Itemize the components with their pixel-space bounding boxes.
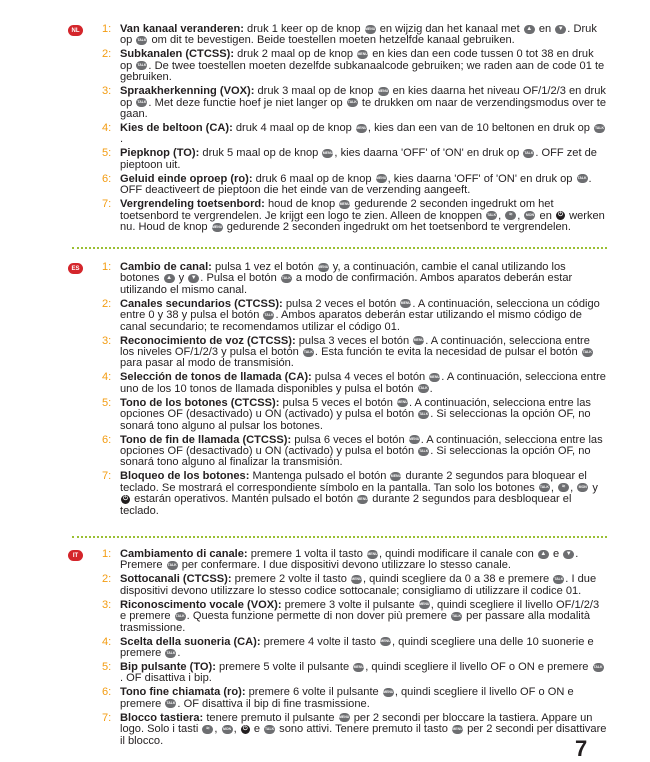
instruction-item — [72, 299, 607, 333]
talk-button-icon: TALK — [165, 649, 176, 658]
menu-button-icon: MENU — [419, 600, 430, 609]
menu-button-icon: MENU — [367, 550, 378, 559]
talk-button-icon: TALK — [165, 699, 176, 708]
talk-button-icon: TALK — [347, 98, 358, 107]
instruction-text: pulsa 5 veces el botón — [279, 396, 396, 409]
talk-button-icon: TALK — [264, 725, 275, 734]
menu-button-icon: MENU — [380, 637, 391, 646]
instruction-item — [72, 398, 607, 432]
talk-button-icon: TALK — [418, 447, 429, 456]
step-number: 4: — [102, 122, 112, 135]
menu-button-icon: MENU — [409, 435, 420, 444]
talk-button-icon: TALK — [523, 149, 534, 158]
section-es — [72, 262, 607, 520]
instruction-text: . Pulsa el botón — [200, 272, 280, 285]
dotted-separator — [72, 536, 607, 538]
menu-button-icon: MENU — [318, 263, 329, 272]
step-number: 2: — [102, 297, 112, 310]
step-number: 7: — [102, 470, 112, 483]
menu-button-icon: MENU — [357, 50, 368, 59]
instruction-text: . — [177, 647, 181, 660]
talk-button-icon: TALK — [577, 174, 588, 183]
instruction-text: premere 5 volte il pulsante — [215, 661, 353, 674]
talk-button-icon: TALK — [281, 274, 292, 283]
instruction-text: , kies daarna 'OFF' of 'ON' en druk op — [334, 147, 523, 160]
instruction-item — [72, 435, 607, 469]
instruction-item — [72, 687, 607, 710]
instruction-item — [72, 262, 607, 296]
step-number: 3: — [102, 334, 112, 347]
instruction-text: per passare alla modalità trasmissione. — [120, 610, 591, 634]
instruction-text: . Esta función te evita la necesidad de pulsar el botón — [314, 346, 581, 359]
menu-button-icon: MENU — [339, 713, 350, 722]
instruction-text: en kies dan een code tussen 0 tot 38 en druk op — [120, 48, 594, 72]
instruction-text: y — [175, 272, 188, 285]
instruction-text: pulsa 4 veces el botón — [311, 371, 429, 384]
menu-button-icon: MENU — [353, 663, 364, 672]
instruction-text: . De twee toestellen moeten dezelfde subkanaalcode gebruiken; we raden aan de code 01 te gebruiken. — [120, 59, 605, 84]
instruction-title: Riconoscimento vocale (VOX): — [120, 598, 282, 611]
step-number: 5: — [102, 661, 112, 674]
instruction-text: . I due dispositivi devono utilizzare lo stesso codice sottocanale; consigliamo di utilizzare il codice 01. — [120, 573, 597, 597]
instruction-text: pulsa 2 veces el botón — [282, 297, 400, 310]
step-number: 5: — [102, 396, 112, 409]
instruction-text: , — [498, 209, 505, 222]
talk-button-icon: TALK — [418, 410, 429, 419]
talk-button-icon: TALK — [539, 483, 550, 492]
step-number: 6: — [102, 686, 112, 699]
power-button-icon: ⏻ — [556, 211, 565, 220]
instruction-item — [72, 148, 607, 171]
instruction-text: premere 6 volte il pulsante — [245, 686, 382, 699]
language-badge-es: ES — [68, 263, 83, 274]
instruction-text: premere 2 volte il tasto — [231, 573, 350, 586]
instruction-title: Tono de fin de llamada (CTCSS): — [120, 433, 292, 446]
instruction-item — [72, 123, 607, 146]
talk-button-icon: TALK — [263, 311, 274, 320]
talk-button-icon: TALK — [136, 61, 147, 70]
instruction-item — [72, 49, 607, 83]
menu-button-icon: MENU — [365, 25, 376, 34]
instruction-text: . Ambos aparatos deberán estar utilizando el mismo código de canal secundario; te recomendamos utilizar el código 01. — [120, 309, 582, 333]
instruction-text: Mantenga pulsado el botón — [249, 470, 390, 483]
step-number: 3: — [102, 598, 112, 611]
instruction-text: . A continuación, selecciona entre los niveles OF/1/2/3 y pulsa el botón — [120, 334, 590, 359]
instruction-text: e — [549, 548, 563, 560]
instruction-list — [72, 262, 607, 517]
instruction-title: Geluid einde oproep (ro): — [120, 172, 253, 185]
scan-button-icon: ≈ — [202, 725, 213, 734]
menu-button-icon: MENU — [376, 174, 387, 183]
instruction-text: druk 4 maal op de knop — [232, 122, 355, 135]
talk-button-icon: TALK — [167, 561, 178, 570]
up-arrow-button-icon: ▲ — [538, 550, 549, 559]
instruction-text: sono attivi. Tenere premuto il tasto — [276, 723, 452, 736]
instruction-text: premere 1 volta il tasto — [247, 548, 367, 560]
down-arrow-button-icon: ▼ — [563, 550, 574, 559]
instruction-item — [72, 471, 607, 517]
menu-button-icon: MENU — [400, 299, 411, 308]
talk-button-icon: TALK — [303, 348, 314, 357]
instruction-text: , quindi scegliere il livello OF o ON e premere — [365, 661, 592, 674]
instruction-text: , kies daarna 'OFF' of 'ON' en druk op — [387, 172, 576, 185]
step-number: 1: — [102, 548, 112, 560]
down-arrow-button-icon: ▼ — [555, 25, 566, 34]
instruction-text: . Premere — [120, 548, 579, 572]
instruction-text: . Questa funzione permette di non dover più premere — [186, 610, 450, 623]
instruction-item — [72, 713, 607, 747]
step-number: 2: — [102, 48, 112, 61]
instruction-text: per 2 secondi per bloccare la tastiera. Appare un logo. Solo i tasti — [120, 711, 593, 736]
instruction-text: , quindi scegliere il livello OF/1/2/3 e premere — [120, 598, 600, 623]
step-number: 1: — [102, 261, 112, 273]
talk-button-icon: TALK — [594, 124, 605, 133]
instruction-text: premere 3 volte il pulsante — [281, 598, 418, 611]
talk-button-icon: TALK — [486, 211, 497, 220]
step-number: 7: — [102, 711, 112, 724]
instruction-text: , quindi scegliere il livello OF o ON e premere — [120, 686, 574, 710]
instruction-text: , quindi scegliere una delle 10 suonerie e premere — [120, 635, 594, 660]
instruction-text: , — [233, 723, 240, 736]
power-button-icon: ⏻ — [241, 725, 250, 734]
section-nl — [72, 24, 607, 236]
menu-button-icon: MENU — [452, 725, 463, 734]
instruction-text: druk 2 maal op de knop — [234, 48, 357, 61]
instruction-list — [72, 549, 607, 747]
instruction-item — [72, 637, 607, 660]
instruction-text: estarán operativos. Mantén pulsado el botón — [131, 493, 357, 506]
monitor-button-icon: MON — [524, 211, 535, 220]
menu-button-icon: MENU — [339, 200, 350, 209]
instruction-title: Cambio de canal: — [120, 261, 212, 273]
talk-button-icon: TALK — [136, 98, 147, 107]
instruction-title: Piepknop (TO): — [120, 147, 200, 160]
step-number: 6: — [102, 172, 112, 185]
instruction-item — [72, 336, 607, 370]
instruction-text: . Met deze functie hoef je niet langer op — [148, 96, 346, 109]
instruction-item — [72, 24, 607, 47]
scan-button-icon: ≈ — [558, 483, 569, 492]
menu-button-icon: MENU — [429, 373, 440, 382]
instruction-text: a modo de confirmación. Ambos aparatos deberán estar utilizando el mismo canal. — [120, 272, 573, 296]
language-badge-it: IT — [68, 550, 83, 561]
down-arrow-button-icon: ▼ — [188, 274, 199, 283]
instruction-title: Spraakherkenning (VOX): — [120, 85, 255, 98]
instruction-text: . OFF deactiveert de pieptoon die het einde van de verzending aangeeft. — [120, 172, 592, 197]
instruction-text: durante 2 segundos para bloquear el teclado. Se mostrará el correspondiente símbolo en la pantalla. Tan solo los botones — [120, 470, 587, 494]
instruction-text: en wijzig dan het kanaal met — [376, 23, 523, 35]
talk-button-icon: TALK — [582, 348, 593, 357]
instruction-text: . OF disattiva i bip. — [120, 672, 212, 685]
instruction-text: , kies dan een van de 10 beltonen en druk op — [367, 122, 594, 135]
menu-button-icon: MENU — [357, 495, 368, 504]
instruction-text: gedurende 2 seconden ingedrukt om het toetsenbord te vergrendelen. — [223, 221, 571, 234]
instruction-title: Bloqueo de los botones: — [120, 470, 250, 483]
instruction-text: pulsa 1 vez el botón — [211, 261, 317, 273]
talk-button-icon: TALK — [451, 612, 462, 621]
instruction-text: . OF disattiva il bip di fine trasmissione. — [177, 697, 370, 710]
up-arrow-button-icon: ▲ — [524, 25, 535, 34]
instruction-text: en kies daarna het niveau OF/1/2/3 en druk op — [120, 85, 606, 109]
instruction-item — [72, 199, 607, 233]
instruction-text: . A continuación, selecciona un código entre 0 y 38 y pulsa el botón — [120, 297, 600, 322]
instruction-title: Bip pulsante (TO): — [120, 661, 216, 674]
instruction-title: Tono de los botones (CTCSS): — [120, 396, 280, 409]
instruction-text: premere 4 volte il tasto — [260, 635, 379, 648]
talk-button-icon: TALK — [175, 612, 186, 621]
instruction-text: te drukken om naar de verzendingsmodus over te gaan. — [120, 96, 607, 121]
talk-button-icon: TALK — [553, 575, 564, 584]
instruction-text: e — [250, 723, 264, 736]
instruction-title: Canales secundarios (CTCSS): — [120, 297, 283, 310]
instruction-text: . Si seleccionas la opción OF, no sonará tono alguno al finalizar la transmisión. — [120, 445, 591, 469]
instruction-text: per 2 secondi per disattivare il blocco. — [120, 723, 607, 747]
instruction-text: pulsa 6 veces el botón — [291, 433, 408, 446]
instruction-item — [72, 549, 607, 572]
instruction-text: druk 1 keer op de knop — [243, 23, 364, 35]
instruction-text: tenere premuto il pulsante — [203, 711, 338, 724]
instruction-text: en — [536, 209, 555, 222]
menu-button-icon: MENU — [378, 87, 389, 96]
instruction-item — [72, 86, 607, 120]
instruction-item — [72, 600, 607, 634]
instruction-text: gedurende 2 seconden ingedrukt om het toetsenbord te vergrendelen. Je krijgt een logo te zien. Alleen de knoppen — [120, 198, 554, 222]
instruction-text: , — [214, 723, 221, 736]
section-it — [72, 549, 607, 750]
instruction-text: om dit te bevestigen. Beide toestellen moeten hetzelfde kanaal gebruiken. — [148, 34, 515, 47]
instruction-text: druk 3 maal op de knop — [254, 85, 377, 98]
talk-button-icon: TALK — [593, 663, 604, 672]
instruction-title: Tono fine chiamata (ro): — [120, 686, 246, 699]
instruction-text: y — [589, 481, 598, 494]
instruction-text: . Si seleccionas la opción OF, no sonará tono alguno al pulsar los botones. — [120, 408, 591, 432]
language-badge-nl: NL — [68, 25, 83, 36]
instruction-title: Van kanaal veranderen: — [120, 23, 244, 35]
instruction-text: werken nu. Houd de knop — [120, 209, 605, 234]
instruction-text: . OFF zet de pieptoon uit. — [120, 147, 597, 171]
instruction-title: Reconocimiento de voz (CTCSS): — [120, 334, 296, 347]
instruction-text: . Druk op — [120, 23, 597, 47]
menu-button-icon: MENU — [356, 124, 367, 133]
menu-button-icon: MENU — [351, 575, 362, 584]
instruction-text: . — [120, 133, 124, 146]
instruction-title: Vergrendeling toetsenbord: — [120, 198, 265, 211]
instruction-text: druk 5 maal op de knop — [199, 147, 322, 160]
step-number: 1: — [102, 23, 112, 35]
menu-button-icon: MENU — [397, 398, 408, 407]
instruction-title: Blocco tastiera: — [120, 711, 204, 724]
scan-button-icon: ≈ — [505, 211, 516, 220]
instruction-text: , — [550, 481, 558, 494]
step-number: 7: — [102, 198, 112, 211]
instruction-text: y, a continuación, cambie el canal utilizando los botones — [120, 261, 566, 285]
instruction-title: Sottocanali (CTCSS): — [120, 573, 232, 586]
instruction-text: , quindi modificare il canale con — [379, 548, 537, 560]
power-button-icon: ⏻ — [121, 495, 130, 504]
page-corner-mark: 7 — [575, 736, 588, 761]
talk-button-icon: TALK — [418, 384, 429, 393]
instruction-list — [72, 24, 607, 233]
monitor-button-icon: MON — [577, 483, 588, 492]
talk-button-icon: TALK — [136, 36, 147, 45]
instruction-text: , — [517, 209, 524, 222]
instruction-text: pulsa 3 veces el botón — [295, 334, 413, 347]
step-number: 6: — [102, 433, 112, 446]
instruction-text: en — [535, 23, 555, 35]
instruction-title: Selección de tonos de llamada (CA): — [120, 371, 312, 384]
instruction-text: . A continuación, selecciona entre uno de los 10 tonos de llamada disponibles y pulsa el botón — [120, 371, 606, 395]
menu-button-icon: MENU — [390, 472, 401, 481]
instruction-text: , quindi scegliere da 0 a 38 e premere — [362, 573, 553, 586]
instruction-item — [72, 574, 607, 597]
instruction-text: per confermare. I due dispositivi devono utilizzare lo stesso canale. — [178, 559, 511, 572]
menu-button-icon: MENU — [413, 336, 424, 345]
menu-button-icon: MENU — [383, 688, 394, 697]
instruction-text: , — [570, 481, 577, 494]
instruction-text: para pasar al modo de transmisión. — [120, 357, 294, 370]
instruction-text: houd de knop — [264, 198, 339, 211]
step-number: 4: — [102, 371, 112, 384]
up-arrow-button-icon: ▲ — [164, 274, 175, 283]
instruction-title: Subkanalen (CTCSS): — [120, 48, 235, 61]
step-number: 3: — [102, 85, 112, 98]
instruction-text: druk 6 maal op de knop — [252, 172, 375, 185]
dotted-separator — [72, 247, 607, 249]
instruction-text: durante 2 segundos para desbloquear el teclado. — [120, 493, 572, 517]
step-number: 2: — [102, 573, 112, 586]
instruction-title: Cambiamento di canale: — [120, 548, 248, 560]
step-number: 5: — [102, 147, 112, 160]
menu-button-icon: MENU — [322, 149, 333, 158]
monitor-button-icon: MON — [222, 725, 233, 734]
menu-button-icon: MENU — [212, 223, 223, 232]
instruction-title: Scelta della suoneria (CA): — [120, 635, 261, 648]
instruction-item — [72, 662, 607, 685]
instruction-text: . — [429, 382, 433, 395]
instruction-text: . A continuación, selecciona entre las opciones OF (desactivado) u ON (activado) y pulsa el botón — [120, 396, 591, 421]
instruction-title: Kies de beltoon (CA): — [120, 122, 233, 135]
instruction-text: . A continuación, selecciona entre las opciones OF (desactivado) u ON (activado) y pulsa el botón — [120, 433, 603, 458]
step-number: 4: — [102, 635, 112, 648]
instruction-item — [72, 174, 607, 197]
instruction-item — [72, 372, 607, 395]
